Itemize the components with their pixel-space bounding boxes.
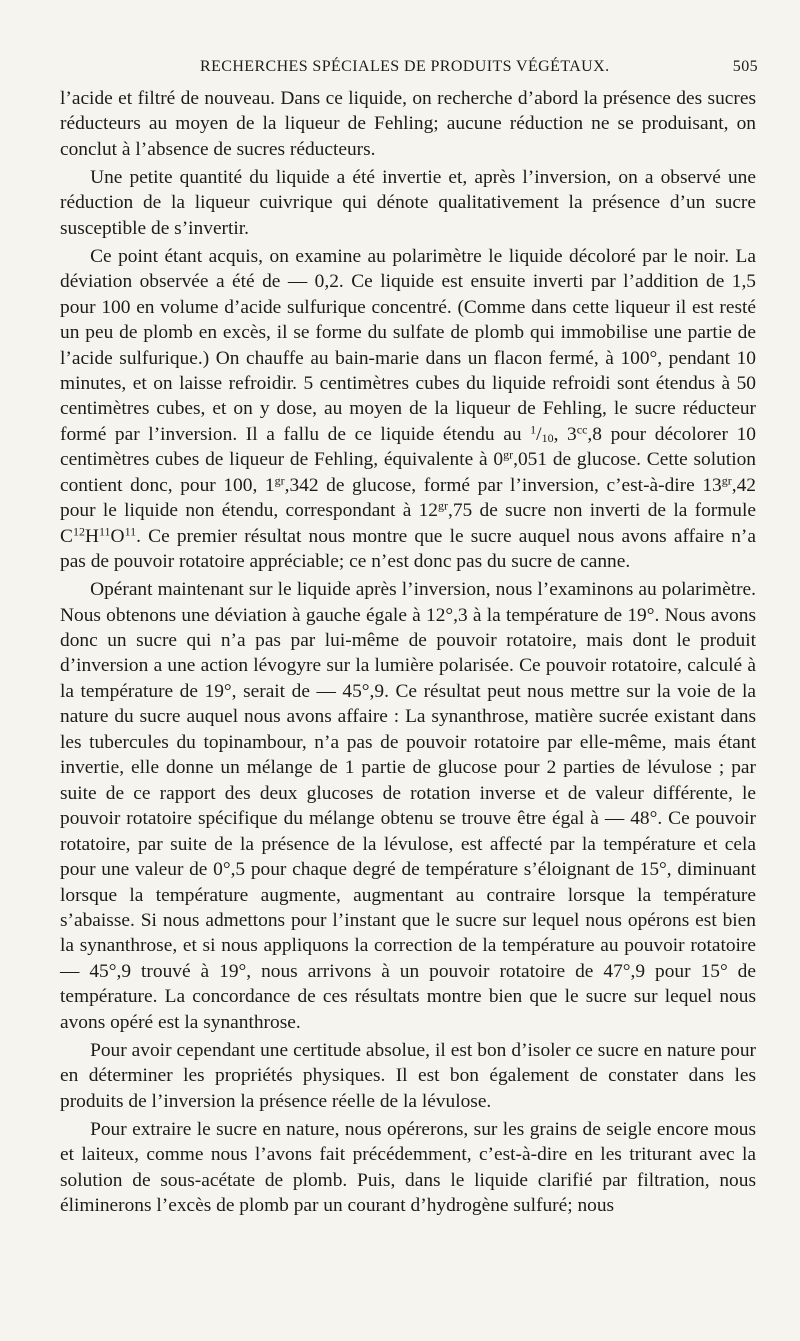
paragraph <box>60 165 756 241</box>
superscript: cc <box>576 422 588 437</box>
text-run: Opérant maintenant sur le liquide après l’inversion, nous l’examinons au polarimètre. Nous obtenons une déviation à gauche égale à 12°,3 à la température de 19°. Nous avons donc un sucre qui n’a pas par lui-même de pouvoir rotatoire, mais dont le produit d’inversion a une action lévogyre sur la lumière polarisée. Ce pouvoir rotatoire, calculé à la température de 19°, serait de — 45°,9. Ce résultat peut nous mettre sur la voie de la nature du sucre auquel nous avons affaire : La synanthrose, matière sucrée existant dans les tubercules du topinambour, n’a pas de pouvoir rotatoire par elle-même, mais étant invertie, elle donne un mélange de 1 partie de glucose pour 2 parties de lévulose ; par suite de ce rapport des deux glucoses de rotation inverse et de valeur différente, le pouvoir rotatoire spécifique du mélange obtenu se trouve être égal à — 48°. Ce pouvoir rotatoire, par suite de la présence de la lévulose, est affecté par la température et cela pour une valeur de 0°,5 pour chaque degré de température s’éloignant de 15°, diminuant lorsque la température augmente, augmentant au contraire lorsque la température s’abaisse. Si nous admettons pour l’instant que le sucre sur lequel nous opérons est bien la synanthrose, et si nous appliquons la correction de la température au pouvoir rotatoire — 45°,9 trouvé à 19°, nous arrivons à un pouvoir rotatoire de 47°,9 pour 15° de température. La concordance de ces résultats montre bien que le sucre sur lequel nous avons opéré est la synanthrose. <box>60 579 756 1033</box>
running-header <box>60 56 762 82</box>
text-run: / <box>536 423 542 445</box>
text-run: ,42 pour le liquide non étendu, correspondant à 12 <box>60 474 756 522</box>
text-run: , 3 <box>553 423 577 445</box>
superscript: gr <box>721 473 732 488</box>
text-run: O <box>110 525 125 547</box>
paragraph <box>60 86 756 162</box>
superscript: 1 <box>530 422 537 437</box>
text-run: H <box>84 525 99 547</box>
text-run: l’acide et filtré de nouveau. Dans ce liquide, on recherche d’abord la présence des sucres réducteurs au moyen de la liqueur de Fehling; aucune réduction ne se produisant, on conclut à l’absence de sucres réducteurs. <box>60 88 756 160</box>
page-number: 505 <box>732 58 758 75</box>
subscript: 10 <box>541 430 554 445</box>
paragraph <box>60 577 756 1035</box>
text-run: ,75 de sucre non inverti de la formule C <box>60 500 756 547</box>
text-run: ,8 pour décolorer 10 centimètres cubes de liqueur de Fehling, équivalente à 0 <box>60 423 756 471</box>
running-title: RECHERCHES SPÉCIALES DE PRODUITS VÉGÉTAUX. <box>200 58 610 75</box>
superscript: gr <box>438 498 449 513</box>
text-run: . Ce premier résultat nous montre que le sucre auquel nous avons affaire n’a pas de pouvoir rotatoire appréciable; ce n’est donc pas du sucre de canne. <box>60 525 756 573</box>
text-run: ,051 de glucose. Cette solution contient donc, pour 100, 1 <box>60 449 756 496</box>
superscript: 11 <box>124 524 137 539</box>
superscript: 12 <box>72 524 85 539</box>
text-run: Ce point étant acquis, on examine au polarimètre le liquide décoloré par le noir. La déviation observée a été de — 0,2. Ce liquide est ensuite inverti par l’addition de 1,5 pour 100 en volume d’acide sulfurique concentré. (Comme dans cette liqueur il est resté un peu de plomb en excès, il se forme du sulfate de plomb qui immobilise une partie de l’acide sulfurique.) On chauffe au bain-marie dans un flacon fermé, à 100°, pendant 10 minutes, et on laisse refroidir. 5 centimètres cubes du liquide refroidi sont étendus à 50 centimètres cubes, et on y dose, au moyen de la liqueur de Fehling, le sucre réducteur formé par l’inversion. Il a fallu de ce liquide étendu au <box>60 245 756 445</box>
text-run: Pour extraire le sucre en nature, nous opérerons, sur les grains de seigle encore mous et laiteux, comme nous l’avons fait précédemment, c’est-à-dire en les triturant avec la solution de sous-acétate de plomb. Puis, dans le liquide clarifié par filtration, nous éliminerons l’excès de plomb par un courant d’hydrogène sulfuré; nous <box>60 1118 756 1216</box>
text-run: Pour avoir cependant une certitude absolue, il est bon d’isoler ce sucre en nature pour en déterminer les propriétés physiques. Il est bon également de constater dans les produits de l’inversion la présence réelle de la lévulose. <box>60 1039 756 1112</box>
text-run: Une petite quantité du liquide a été invertie et, après l’inversion, on a observé une réduction de la liqueur cuivrique qui dénote qualitativement la présence d’un sucre susceptible de s’invertir. <box>60 166 756 239</box>
superscript: gr <box>503 447 514 462</box>
paragraph <box>60 1117 756 1219</box>
superscript: gr <box>274 473 285 488</box>
superscript: 11 <box>98 524 111 539</box>
paragraph <box>60 244 756 575</box>
paragraph <box>60 1038 756 1114</box>
text-run: ,342 de glucose, formé par l’inversion, c’est-à-dire 13 <box>284 474 722 496</box>
body-text <box>60 86 756 1218</box>
